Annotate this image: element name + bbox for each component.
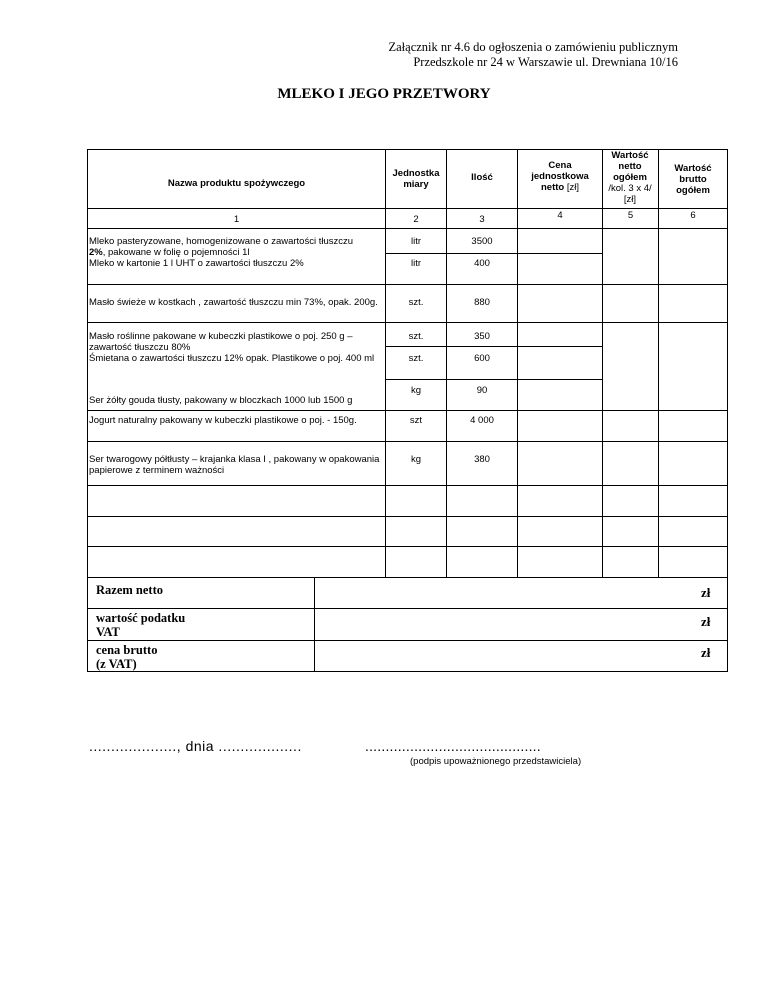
- row-1-qty: 3500: [471, 236, 493, 247]
- col-number-3: 3: [479, 214, 485, 225]
- row-1-name-rest: , pakowane w folię o pojemności 1l: [102, 247, 250, 258]
- row-7-qty: 4 000: [470, 415, 494, 426]
- signature-line: ...........................................: [365, 738, 541, 754]
- row-6-qty: 90: [476, 385, 488, 396]
- row-8-qty: 380: [474, 454, 490, 465]
- row-1-name-line-2: [89, 247, 384, 258]
- page-title: MLEKO I JEGO PRZETWORY: [277, 86, 491, 102]
- summary-vat-label-line-1: wartość podatku: [96, 611, 186, 625]
- row-8-name: Ser twarogowy półtłusty – krajanka klasa I , pakowany w opakowania papierowe z terminem ważności: [89, 454, 380, 476]
- signature-caption: (podpis upoważnionego przedstawiciela): [410, 756, 582, 767]
- row-1-unit: litr: [410, 236, 422, 247]
- row-8-unit: kg: [410, 454, 422, 465]
- summary-gross-currency: zł: [701, 645, 711, 660]
- row-3-unit: szt.: [408, 297, 424, 308]
- row-3-qty: 880: [474, 297, 490, 308]
- col-header-unit: Jednostka miary: [392, 168, 440, 190]
- col-header-name: Nazwa produktu spożywczego: [167, 178, 306, 189]
- row-5-qty: 600: [474, 353, 490, 364]
- row-4-name: Masło roślinne pakowane w kubeczki plastikowe o poj. 250 g – zawartość tłuszczu 80%: [89, 331, 353, 353]
- col-number-6: 6: [690, 210, 696, 221]
- summary-gross-label-line-2: (z VAT): [96, 657, 137, 671]
- summary-vat-label-line-2: VAT: [96, 625, 120, 639]
- col-number-4: 4: [557, 210, 563, 221]
- summary-gross-label: [96, 643, 157, 671]
- row-2-name: Mleko w kartonie 1 l UHT o zawartości tłuszczu 2%: [89, 258, 304, 269]
- row-4-unit: szt.: [408, 331, 424, 342]
- col-header-qty: Ilość: [471, 172, 493, 183]
- summary-vat-currency: zł: [701, 614, 711, 629]
- row-1-fat-content: 2%: [89, 247, 103, 258]
- row-2-qty: 400: [474, 258, 490, 269]
- row-7-unit: szt: [409, 415, 423, 426]
- row-6-name: Ser żółty gouda tłusty, pakowany w bloczkach 1000 lub 1500 g: [89, 395, 353, 406]
- header: [389, 40, 679, 70]
- row-5-name: Śmietana o zawartości tłuszczu 12% opak. Plastikowe o poj. 400 ml: [89, 353, 375, 364]
- summary-gross-label-line-1: cena brutto: [96, 643, 158, 657]
- col-number-1: 1: [233, 214, 240, 225]
- col-header-price: [520, 160, 600, 193]
- row-6-unit: kg: [410, 385, 422, 396]
- row-3-name: Masło świeże w kostkach , zawartość tłuszczu min 73%, opak. 200g.: [89, 297, 378, 308]
- row-4-qty: 350: [474, 331, 490, 342]
- row-5-unit: szt.: [408, 353, 424, 364]
- col-number-5: 5: [627, 210, 634, 221]
- col-header-price-unit: [zł]: [566, 182, 579, 193]
- summary-net-label: Razem netto: [96, 583, 163, 597]
- date-line: ...................., dnia ...................: [89, 738, 302, 754]
- summary-vat-label: [96, 611, 185, 639]
- row-2-unit: litr: [410, 258, 422, 269]
- header-line-1: Załącznik nr 4.6 do ogłoszenia o zamówieniu publicznym: [388, 40, 678, 54]
- row-1-name-line-1: Mleko pasteryzowane, homogenizowane o zawartości tłuszczu: [89, 236, 354, 247]
- table-row-name: [89, 236, 384, 269]
- col-header-net-total-label: Wartość netto ogółem: [611, 150, 649, 183]
- col-header-price-label: Cena jednostkowa netto: [531, 160, 589, 193]
- col-number-2: 2: [413, 214, 419, 225]
- col-header-net-total-note: /kol. 3 x 4/ [zł]: [608, 183, 652, 205]
- col-header-net-total: [605, 150, 655, 205]
- col-header-gross-total: Wartość brutto ogółem: [674, 163, 712, 196]
- header-line-2: Przedszkole nr 24 w Warszawie ul. Drewniana 10/16: [413, 55, 678, 69]
- row-7-name: Jogurt naturalny pakowany w kubeczki plastikowe o poj. - 150g.: [89, 415, 357, 426]
- summary-net-currency: zł: [701, 585, 711, 600]
